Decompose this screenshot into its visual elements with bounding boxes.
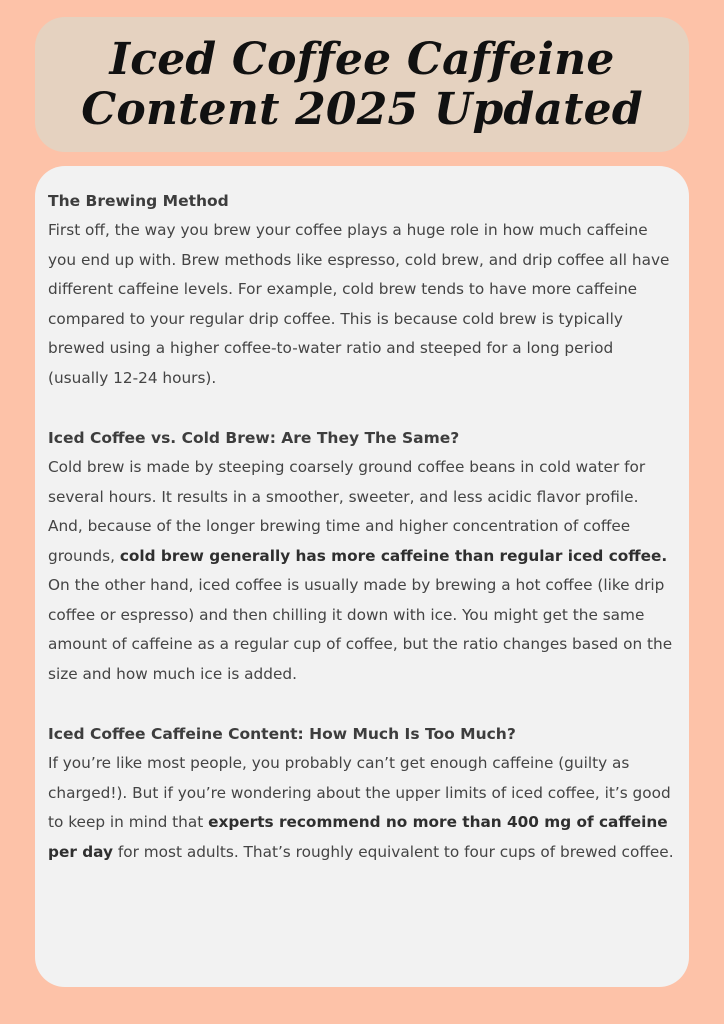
body-text: If you’re like most people, you probably can’t get enough caffeine (guilty as charged!). But if you’re wondering about the upper limits of iced coffee, it’s good to keep in mind that xyxy=(48,754,671,831)
section-body xyxy=(48,749,675,867)
body-emphasis: cold brew generally has more caffeine than regular iced coffee. xyxy=(119,546,668,565)
section-brewing-method xyxy=(48,186,675,393)
body-text: On the other hand, iced coffee is usually made by brewing a hot coffee (like drip coffee or espresso) and then chilling it down with ice. You might get the same amount of caffeine as a regular cup of coffee, but the ratio changes based on the size and how much ice is added. xyxy=(48,576,673,683)
section-body xyxy=(48,216,675,393)
body-text: for most adults. That’s roughly equivalent to four cups of brewed coffee. xyxy=(112,842,674,861)
body-emphasis: experts recommend no more than 400 mg of caffeine per day xyxy=(48,813,668,861)
section-iced-vs-cold-brew xyxy=(48,423,675,689)
content-card xyxy=(35,166,689,987)
body-text: First off, the way you brew your coffee plays a huge role in how much caffeine you end up with. Brew methods like espresso, cold brew, and drip coffee all have different caffeine levels. For example, cold brew tends to have more caffeine compared to your regular drip coffee. This is because cold brew is typically brewed using a higher coffee-to-water ratio and steeped for a long period (usually 12-24 hours). xyxy=(48,221,670,387)
section-heading: The Brewing Method xyxy=(48,192,229,210)
title-line-2: Content 2025 Updated xyxy=(81,83,643,135)
title-line-1: Iced Coffee Caffeine xyxy=(109,33,615,85)
section-heading: Iced Coffee Caffeine Content: How Much Is Too Much? xyxy=(48,725,516,743)
section-body xyxy=(48,453,675,689)
section-heading: Iced Coffee vs. Cold Brew: Are They The Same? xyxy=(48,429,460,447)
title-card xyxy=(35,17,689,152)
section-how-much-is-too-much xyxy=(48,719,675,867)
body-text: Cold brew is made by steeping coarsely ground coffee beans in cold water for several hours. It results in a smoother, sweeter, and less acidic flavor profile. And, because of the longer brewing time and higher concentration of coffee grounds, xyxy=(48,458,646,565)
page-title xyxy=(81,35,643,135)
